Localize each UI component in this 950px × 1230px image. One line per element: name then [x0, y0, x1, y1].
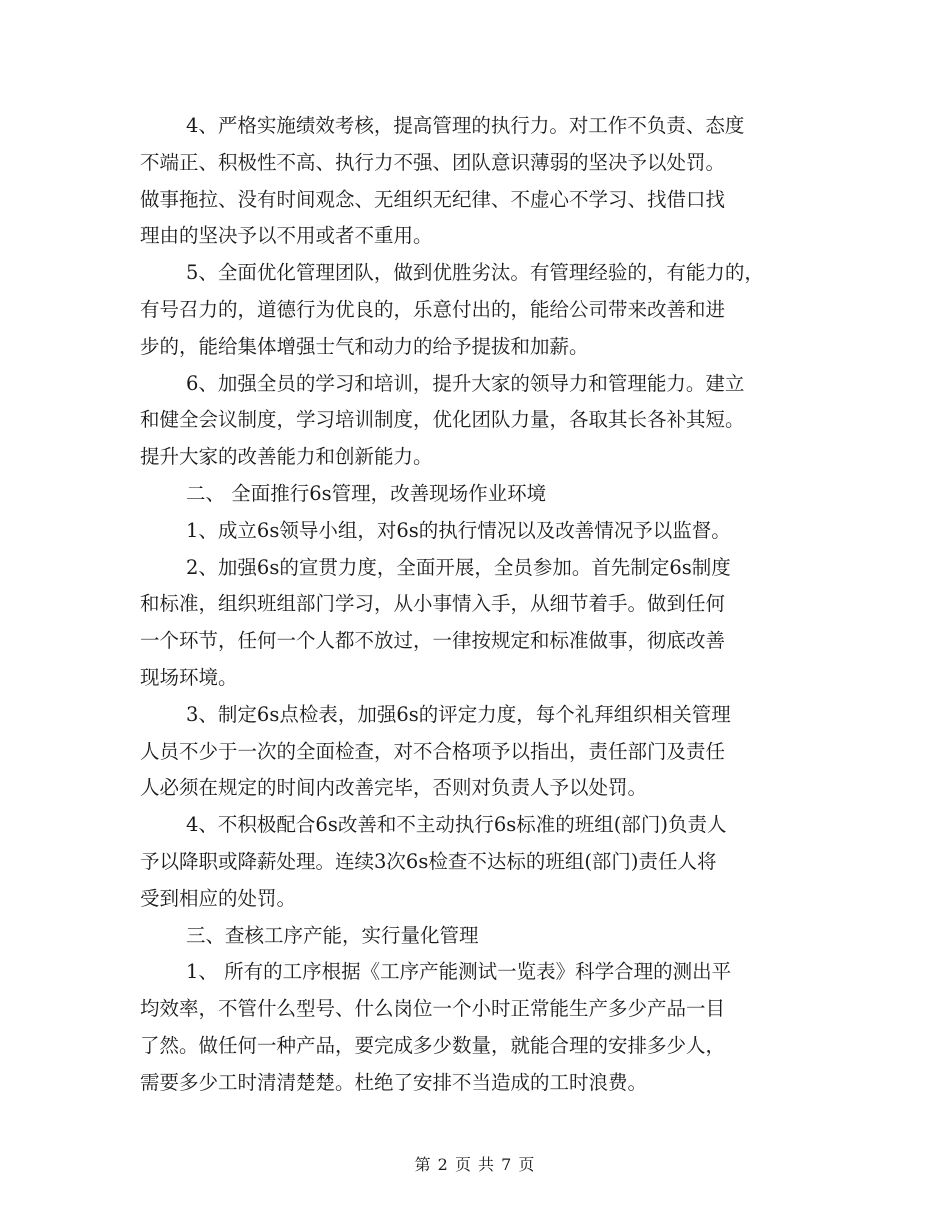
paragraph-line: 1、成立6s领导小组，对6s的执行情况以及改善情况予以监督。	[186, 518, 731, 542]
paragraph-line: 6、加强全员的学习和培训，提升大家的领导力和管理能力。建立	[186, 371, 745, 395]
section-heading-6s	[140, 476, 820, 513]
paragraph-6s-checklist	[140, 697, 820, 807]
paragraph-training	[140, 366, 820, 476]
section-heading-capacity	[140, 918, 820, 955]
section-heading: 三、查核工序产能，实行量化管理	[186, 923, 479, 947]
paragraph-line: 4、不积极配合6s改善和不主动执行6s标准的班组(部门)负责人	[186, 813, 727, 837]
paragraph-line: 需要多少工时清清楚楚。杜绝了安排不当造成的工时浪费。	[140, 1070, 648, 1094]
paragraph-line: 步的，能给集体增强士气和动力的给予提拔和加薪。	[140, 334, 589, 358]
paragraph-line: 受到相应的处罚。	[140, 886, 297, 910]
paragraph-line: 不端正、积极性不高、执行力不强、团队意识薄弱的坚决予以处罚。	[140, 150, 726, 174]
paragraph-line: 3、制定6s点检表，加强6s的评定力度，每个礼拜组织相关管理	[186, 702, 731, 726]
paragraph-6s-leadership-group	[140, 513, 820, 550]
paragraph-line: 人员不少于一次的全面检查，对不合格项予以指出，责任部门及责任	[140, 739, 726, 763]
paragraph-line: 5、全面优化管理团队，做到优胜劣汰。有管理经验的，有能力的，	[186, 261, 764, 285]
paragraph-6s-penalties	[140, 807, 820, 917]
paragraph-line: 提升大家的改善能力和创新能力。	[140, 445, 433, 469]
paragraph-optimize-management-team	[140, 255, 820, 365]
paragraph-line: 做事拖拉、没有时间观念、无组织无纪律、不虚心不学习、找借口找	[140, 187, 726, 211]
paragraph-line: 4、严格实施绩效考核，提高管理的执行力。对工作不负责、态度	[186, 114, 745, 137]
paragraph-strict-performance-assessment	[140, 108, 820, 255]
paragraph-line: 现场环境。	[140, 665, 238, 689]
paragraph-line: 1、 所有的工序根据《工序产能测试一览表》科学合理的测出平	[186, 960, 732, 984]
paragraph-6s-promotion	[140, 550, 820, 697]
page-number-footer: 第 2 页 共 7 页	[414, 1155, 536, 1174]
paragraph-line: 2、加强6s的宣贯力度，全面开展，全员参加。首先制定6s制度	[186, 555, 731, 579]
paragraph-line: 人必须在规定的时间内改善完毕，否则对负责人予以处罚。	[140, 776, 648, 800]
paragraph-capacity-testing	[140, 954, 820, 1101]
paragraph-line: 均效率，不管什么型号、什么岗位一个小时正常能生产多少产品一目	[140, 997, 726, 1021]
paragraph-line: 理由的坚决予以不用或者不重用。	[140, 224, 433, 248]
document-body	[140, 108, 820, 1102]
paragraph-line: 了然。做任何一种产品，要完成多少数量，就能合理的安排多少人，	[140, 1033, 726, 1057]
paragraph-line: 和标准，组织班组部门学习，从小事情入手，从细节着手。做到任何	[140, 592, 726, 616]
paragraph-line: 一个环节，任何一个人都不放过，一律按规定和标准做事，彻底改善	[140, 629, 726, 653]
paragraph-line: 和健全会议制度，学习培训制度，优化团队力量，各取其长各补其短。	[140, 408, 745, 432]
paragraph-line: 予以降职或降薪处理。连续3次6s检查不达标的班组(部门)责任人将	[140, 849, 717, 873]
section-heading: 二、 全面推行6s管理，改善现场作业环境	[186, 481, 547, 505]
paragraph-line: 有号召力的，道德行为优良的，乐意付出的，能给公司带来改善和进	[140, 297, 726, 321]
